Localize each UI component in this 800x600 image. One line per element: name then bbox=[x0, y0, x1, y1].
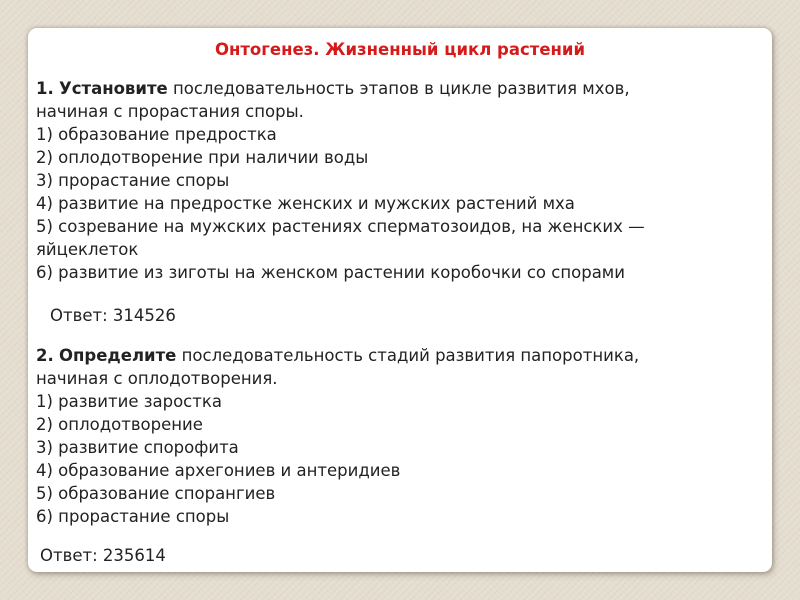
task-2-question-line bbox=[36, 344, 766, 367]
task-2-question-continuation: начиная с оплодотворения. bbox=[36, 369, 278, 388]
task-1-question-text: последовательность этапов в цикле развития мхов, bbox=[172, 79, 630, 98]
task-1-lead-verb: Установите bbox=[59, 79, 168, 98]
task-1-answer: Ответ: 314526 bbox=[50, 306, 176, 325]
task-1 bbox=[36, 77, 766, 284]
task-1-option: 6) развитие из зиготы на женском растении коробочки со спорами bbox=[36, 263, 625, 282]
task-2-number: 2. bbox=[36, 346, 54, 365]
slide-title: Онтогенез. Жизненный цикл растений bbox=[214, 40, 586, 59]
task-2-answer: Ответ: 235614 bbox=[40, 546, 166, 565]
task-1-option-continuation: яйцеклеток bbox=[36, 240, 139, 259]
task-2-option: 3) развитие спорофита bbox=[36, 438, 239, 457]
task-2-option: 1) развитие заростка bbox=[36, 392, 222, 411]
task-1-option: 1) образование предростка bbox=[36, 125, 277, 144]
task-1-number: 1. bbox=[36, 79, 54, 98]
task-1-question-line bbox=[36, 77, 766, 100]
task-1-option: 5) созревание на мужских растениях сперматозоидов, на женских — bbox=[36, 217, 645, 236]
task-1-option: 4) развитие на предростке женских и мужских растений мха bbox=[36, 194, 575, 213]
task-2 bbox=[36, 344, 766, 528]
task-2-option: 5) образование спорангиев bbox=[36, 484, 276, 503]
slide-card bbox=[28, 28, 772, 572]
task-1-question-continuation: начиная с прорастания споры. bbox=[36, 102, 304, 121]
task-2-option: 6) прорастание споры bbox=[36, 507, 230, 526]
task-2-question-text: последовательность стадий развития папоротника, bbox=[181, 346, 640, 365]
task-2-lead-verb: Определите bbox=[59, 346, 177, 365]
task-1-option: 3) прорастание споры bbox=[36, 171, 230, 190]
task-2-option: 4) образование архегониев и антеридиев bbox=[36, 461, 401, 480]
task-2-option: 2) оплодотворение bbox=[36, 415, 203, 434]
task-1-option: 2) оплодотворение при наличии воды bbox=[36, 148, 369, 167]
